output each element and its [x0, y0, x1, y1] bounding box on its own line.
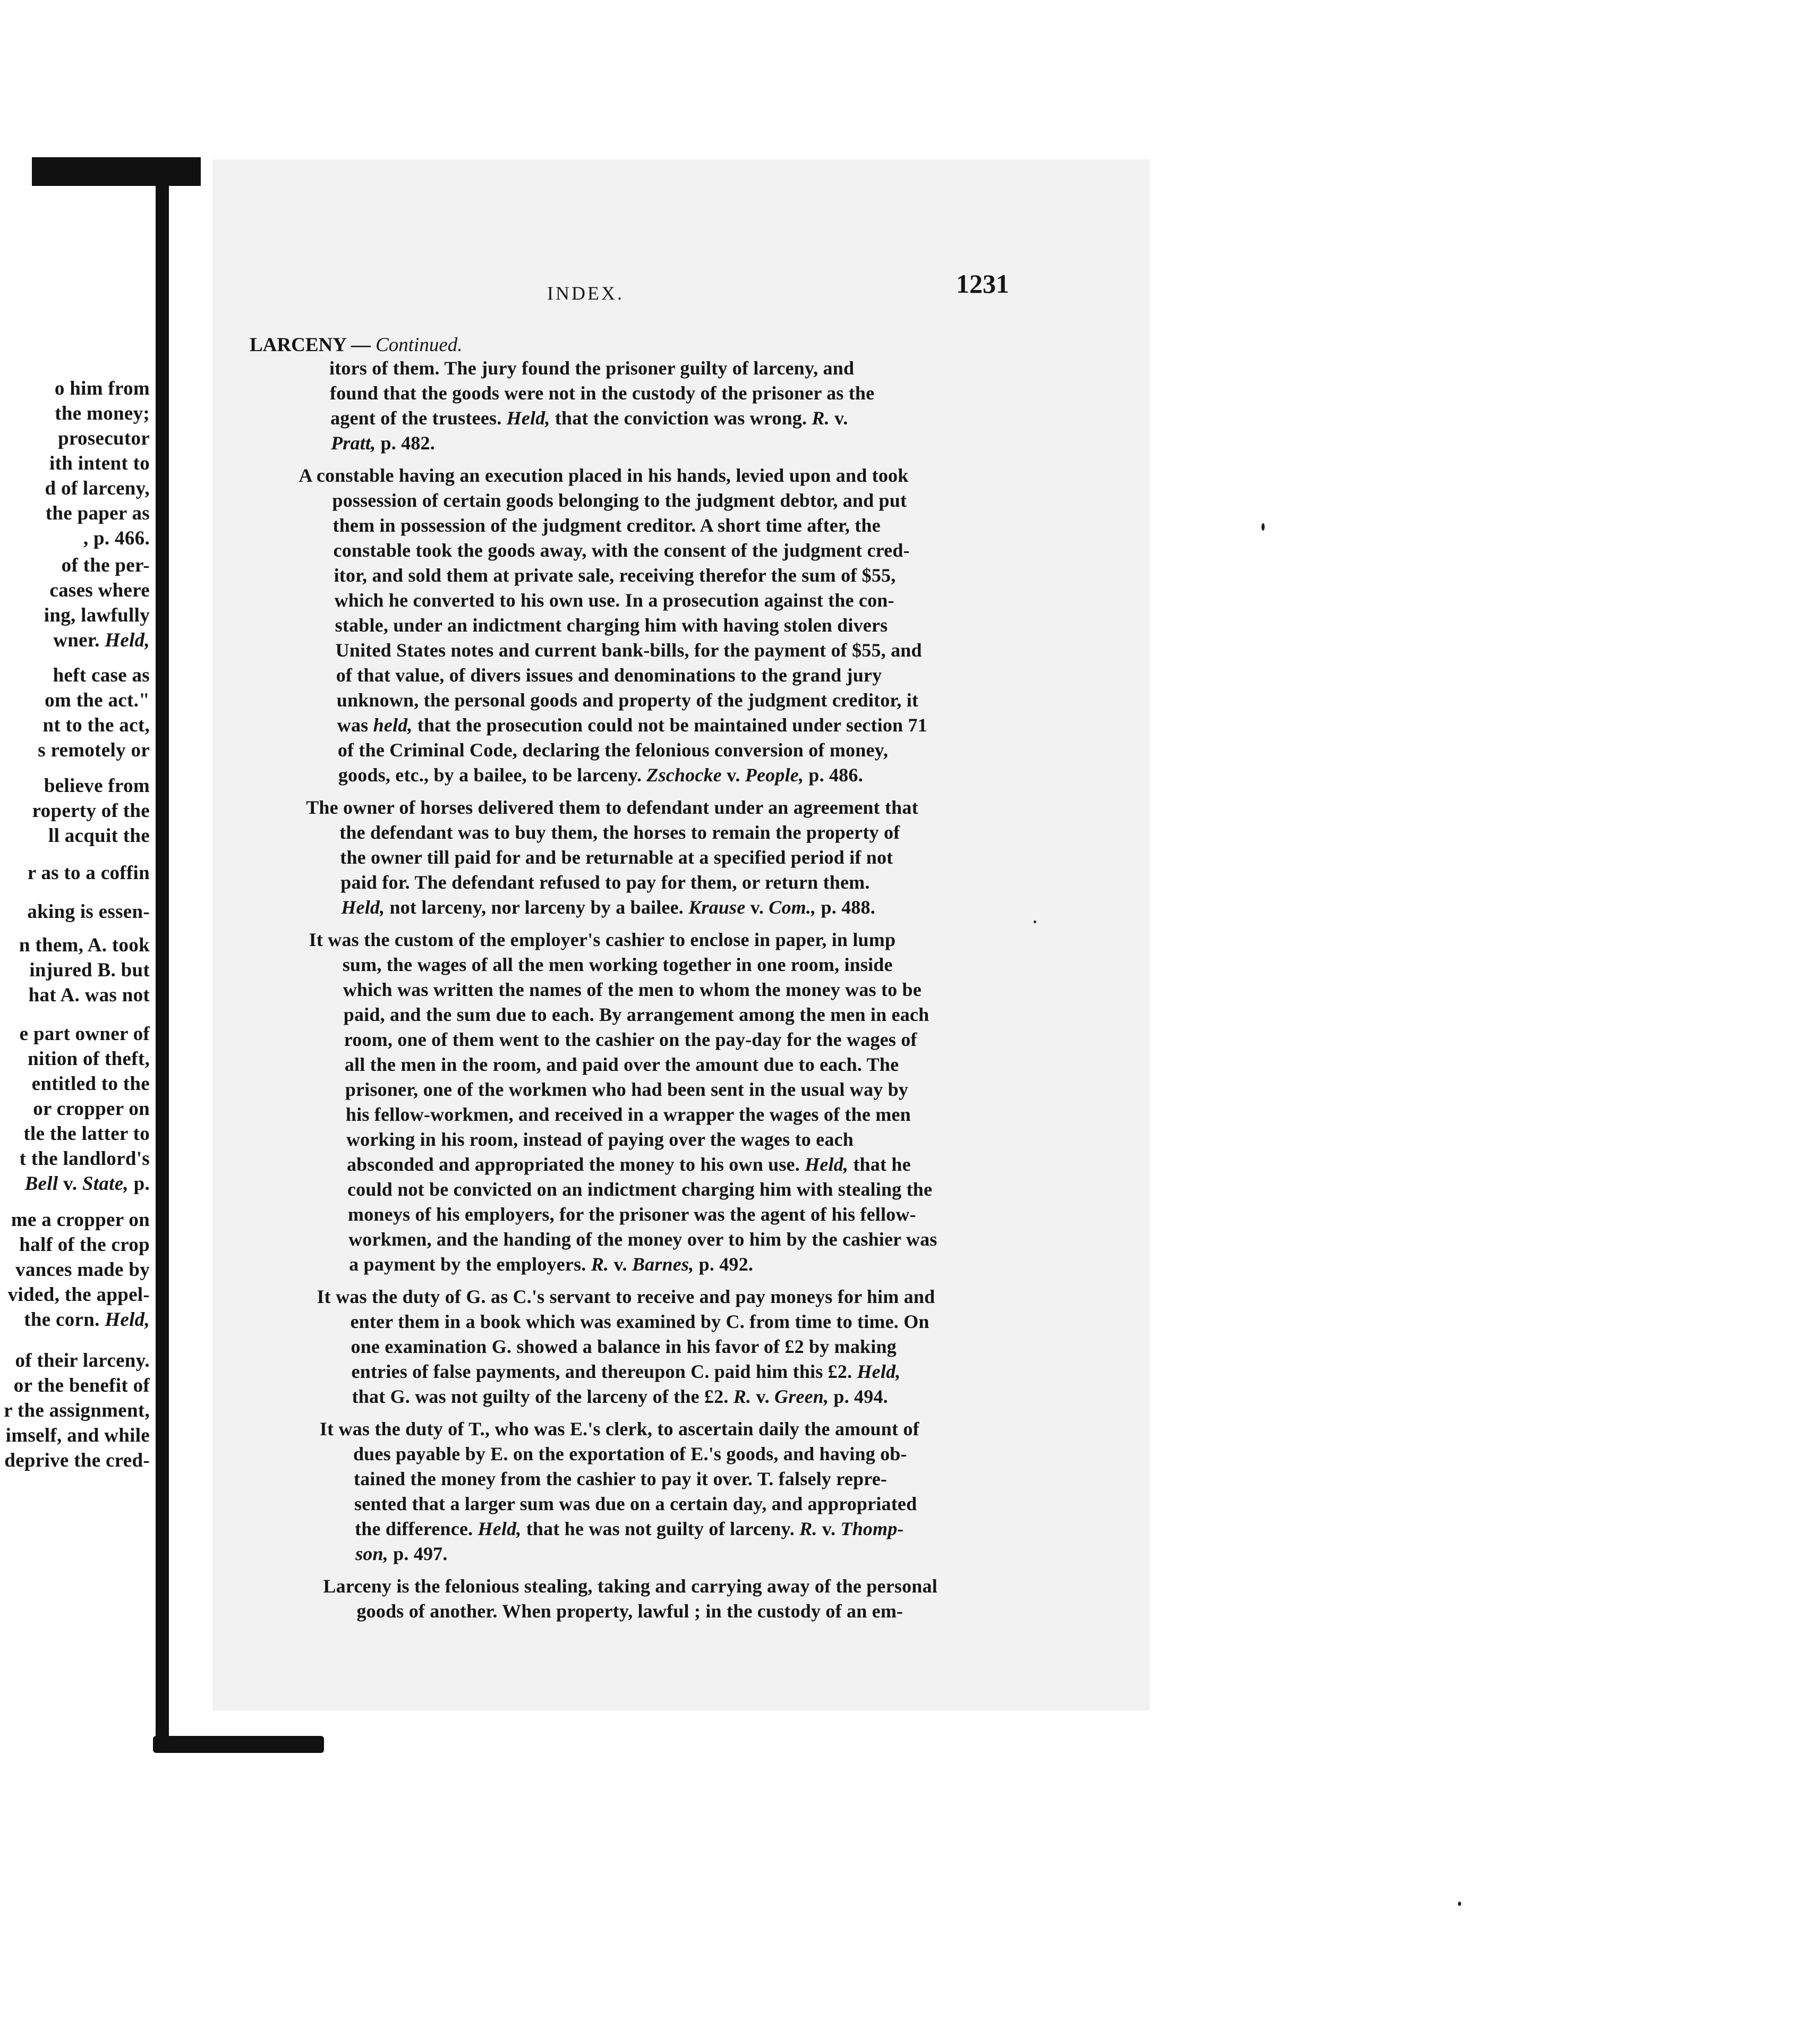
left-fragment-line: om the act." — [45, 689, 150, 711]
entry-line: which he converted to his own use. In a prosecution against the con- — [334, 590, 894, 611]
entry-first-line: It was the duty of T., who was E.'s clerk, to ascertain daily the amount of — [319, 1418, 919, 1440]
entry-line: itor, and sold them at private sale, receiving therefor the sum of $55, — [334, 565, 896, 586]
entry-line: the difference. Held, that he was not guilty of larceny. R. v. Thomp- — [355, 1518, 904, 1539]
left-fragment-line: the money; — [55, 403, 150, 424]
left-fragment-line: of their larceny. — [15, 1350, 150, 1372]
left-fragment-line: the corn. Held, — [24, 1309, 150, 1331]
left-fragment-line: deprive the cred- — [4, 1450, 150, 1471]
left-fragment-line: ing, lawfully — [44, 604, 150, 626]
binding-bracket-top — [32, 157, 201, 186]
entry-line: which was written the names of the men to whom the money was to be — [343, 979, 922, 1000]
header-title: INDEX. — [547, 283, 624, 304]
entry-line: dues payable by E. on the exportation of E.'s goods, and having ob- — [353, 1443, 907, 1464]
left-fragment-line: cases where — [49, 580, 150, 601]
entry-line: sented that a larger sum was due on a certain day, and appropriated — [354, 1493, 917, 1514]
left-fragment-line: n them, A. took — [19, 934, 150, 956]
entry-line: unknown, the personal goods and property of the judgment creditor, it — [336, 689, 919, 711]
entry-line: entries of false payments, and thereupon C. paid him this £2. Held, — [351, 1361, 901, 1382]
entry-line: could not be convicted on an indictment charging him with stealing the — [347, 1179, 933, 1200]
left-fragment-line: o him from — [54, 378, 150, 399]
entry-line: stable, under an indictment charging him with having stolen divers — [335, 615, 888, 636]
left-fragment-line: vances made by — [15, 1259, 150, 1281]
entry-line: of that value, of divers issues and denominations to the grand jury — [336, 665, 882, 686]
entry-line: them in possession of the judgment creditor. A short time after, the — [332, 515, 881, 536]
left-fragment-line: of the per- — [61, 555, 150, 576]
entry-line: agent of the trustees. Held, that the conviction was wrong. R. v. — [330, 407, 848, 429]
entry-line: his fellow-workmen, and received in a wrapper the wages of the men — [345, 1104, 911, 1125]
entry-line: all the men in the room, and paid over the amount due to each. The — [344, 1054, 899, 1075]
entry-line: the owner till paid for and be returnable at a specified period if not — [340, 847, 893, 868]
left-fragment-line: heft case as — [53, 665, 150, 686]
left-fragment-line: r the assignment, — [4, 1400, 150, 1421]
left-fragment-line: half of the crop — [19, 1234, 150, 1256]
entry-line: tained the money from the cashier to pay it over. T. falsely repre- — [354, 1468, 888, 1489]
entry-line: room, one of them went to the cashier on the pay-day for the wages of — [344, 1029, 917, 1050]
left-fragment-line: s remotely or — [38, 739, 150, 761]
entry-line: paid, and the sum due to each. By arrangement among the men in each — [343, 1004, 929, 1025]
entry-line: United States notes and current bank-bills, for the payment of $55, and — [335, 640, 922, 661]
left-fragment-line: ll acquit the — [48, 825, 150, 847]
entry-line: workmen, and the handing of the money over to him by the cashier was — [348, 1229, 937, 1250]
entry-line: constable took the goods away, with the consent of the judgment cred- — [333, 540, 910, 561]
binding-bracket-bottom — [153, 1736, 324, 1753]
left-fragment-line: believe from — [44, 775, 150, 797]
index-heading — [250, 334, 463, 356]
left-fragment-line: hat A. was not — [28, 984, 150, 1006]
left-fragment-line: d of larceny, — [45, 478, 150, 499]
entry-line: possession of certain goods belonging to the judgment debtor, and put — [332, 490, 907, 511]
left-fragment-line: e part owner of — [19, 1023, 150, 1045]
scanned-page — [212, 159, 1150, 1710]
page-header — [547, 268, 1009, 311]
entry-line: goods, etc., by a bailee, to be larceny. Zschocke v. People, p. 486. — [338, 764, 863, 786]
left-fragment-line: imself, and while — [5, 1425, 150, 1446]
entry-line: enter them in a book which was examined by C. from time to time. On — [350, 1311, 929, 1332]
entry-first-line: A constable having an execution placed in his hands, levied upon and took — [299, 465, 909, 486]
left-fragment-line: or the benefit of — [13, 1375, 150, 1396]
entry-line: itors of them. The jury found the prisoner guilty of larceny, and — [329, 357, 855, 379]
left-fragment-line: Bell v. State, p. — [24, 1173, 150, 1195]
entry-line: sum, the wages of all the men working together in one room, inside — [342, 954, 893, 975]
left-fragment-line: aking is essen- — [27, 901, 150, 923]
left-fragment-line: t the landlord's — [19, 1148, 150, 1170]
entry-line: found that the goods were not in the custody of the prisoner as the — [330, 382, 875, 404]
entry-line: moneys of his employers, for the prisoner was the agent of his fellow- — [348, 1204, 916, 1225]
entry-line: that G. was not guilty of the larceny of the £2. R. v. Green, p. 494. — [352, 1386, 888, 1407]
left-fragment-line: vided, the appel- — [7, 1284, 150, 1306]
entry-line: Held, not larceny, nor larceny by a bailee. Krause v. Com., p. 488. — [341, 897, 875, 918]
left-fragment-line: nt to the act, — [42, 714, 150, 736]
left-fragment-line: tle the latter to — [23, 1123, 150, 1145]
heading-term: LARCENY — [250, 334, 346, 356]
entry-line: absconded and appropriated the money to his own use. Held, that he — [346, 1154, 911, 1175]
entry-first-line: Larceny is the felonious stealing, taking and carrying away of the personal — [323, 1575, 937, 1597]
left-fragment-line: entitled to the — [31, 1073, 150, 1095]
entry-line: son, p. 497. — [355, 1543, 448, 1564]
left-fragment-line: or cropper on — [33, 1098, 150, 1120]
left-fragment-line: wner. Held, — [53, 629, 150, 651]
entry-line: Pratt, p. 482. — [331, 432, 435, 454]
left-fragment-line: injured B. but — [29, 959, 150, 981]
entry-line: of the Criminal Code, declaring the felonious conversion of money, — [337, 739, 889, 761]
left-fragment-line: roperty of the — [32, 800, 150, 822]
entry-line: the defendant was to buy them, the horses to remain the property of — [339, 822, 900, 843]
left-fragment-line: nition of theft, — [28, 1048, 150, 1070]
entry-line: a payment by the employers. R. v. Barnes, p. 492. — [349, 1254, 754, 1275]
entry-first-line: The owner of horses delivered them to defendant under an agreement that — [306, 797, 918, 818]
left-fragment-line: ith intent to — [49, 453, 150, 474]
entry-line: was held, that the prosecution could not be maintained under section 71 — [337, 714, 927, 736]
entry-first-line: It was the duty of G. as C.'s servant to receive and pay moneys for him and — [317, 1286, 935, 1307]
entry-line: one examination G. showed a balance in his favor of £2 by making — [351, 1336, 897, 1357]
entry-line: goods of another. When property, lawful ; in the custody of an em- — [356, 1600, 903, 1622]
page-number: 1231 — [956, 269, 1009, 299]
scan-speck — [1261, 523, 1265, 531]
entry-line: working in his room, instead of paying over the wages to each — [346, 1129, 854, 1150]
scan-speck — [1034, 921, 1036, 923]
left-fragment-line: the paper as — [45, 503, 150, 524]
left-page-fragment — [0, 377, 159, 1625]
heading-dash: — — [346, 334, 376, 356]
left-fragment-line: r as to a coffin — [27, 862, 150, 884]
entry-line: prisoner, one of the workmen who had been sent in the usual way by — [345, 1079, 909, 1100]
entry-line: paid for. The defendant refused to pay for them, or return them. — [340, 872, 870, 893]
left-fragment-line: prosecutor — [58, 428, 150, 449]
left-fragment-line: me a cropper on — [11, 1209, 150, 1231]
heading-continued: Continued. — [376, 334, 463, 356]
entry-first-line: It was the custom of the employer's cashier to enclose in paper, in lump — [309, 929, 896, 950]
left-fragment-line: , p. 466. — [83, 527, 150, 549]
scan-speck — [1458, 1902, 1461, 1906]
